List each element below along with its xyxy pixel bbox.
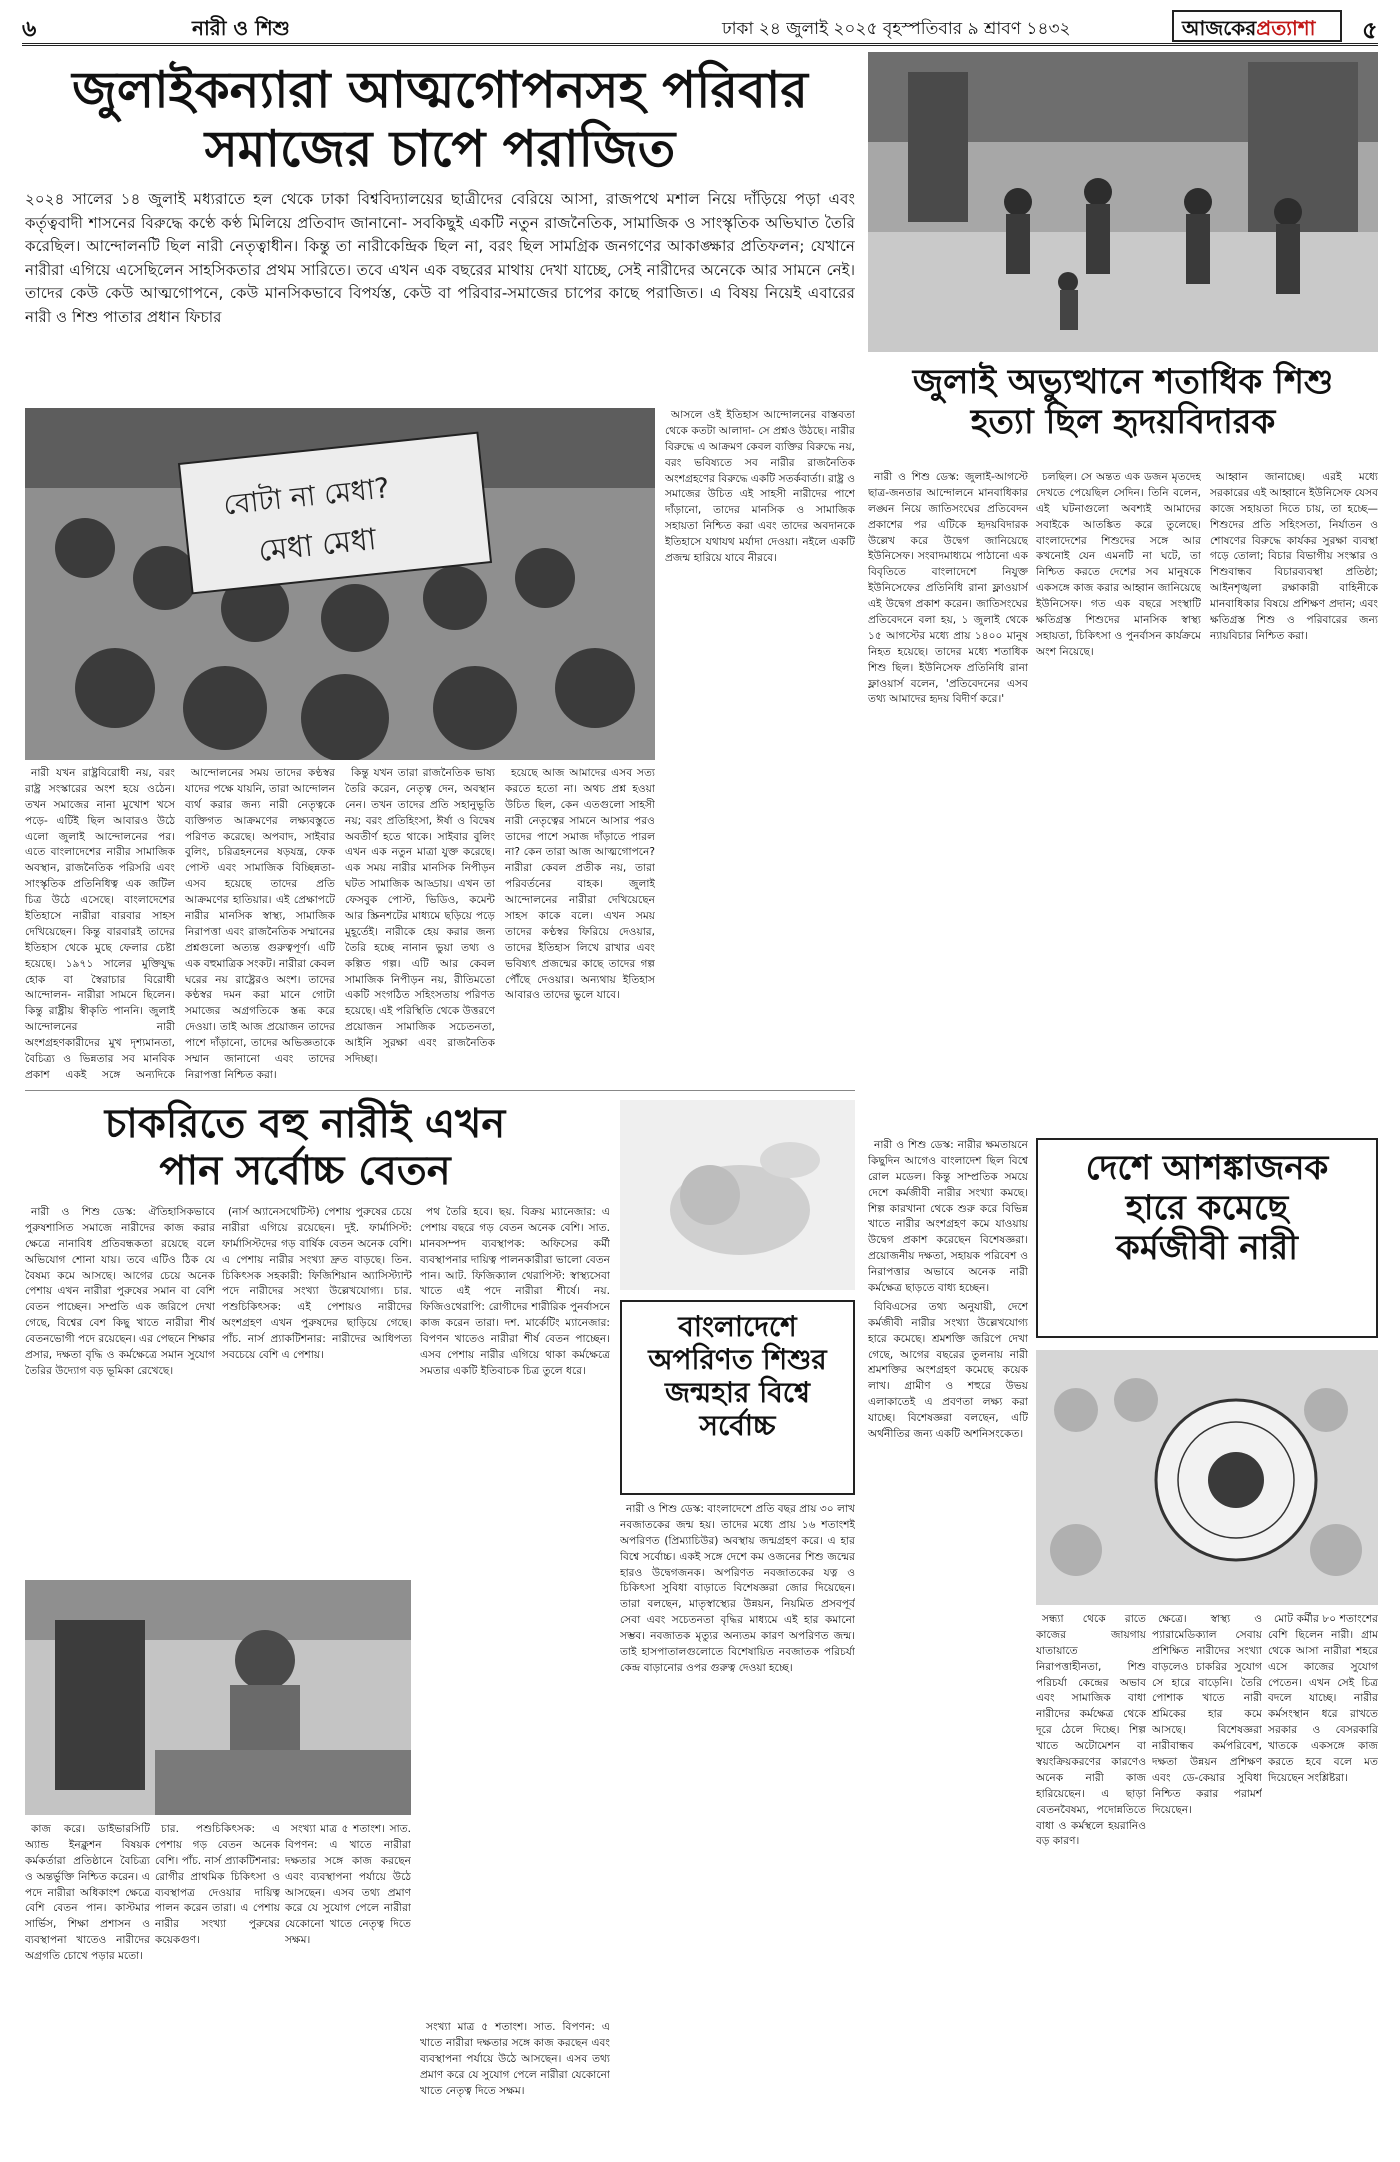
jobs-column-1 bbox=[25, 1205, 215, 1575]
main-story-column-5 bbox=[665, 408, 855, 1084]
decline-cola-text: সন্ধ্যা থেকে রাতে কাজের জায়গায় যাতায়াতে নিরাপত্তাহীনতা, শিশু পরিচর্যা কেন্দ্রের অভাব এবং সামাজিক বাধা নারীদের কর্মক্ষেত্র থেকে দূরে ঠেলে দিচ্ছে। শিল্প খাতে অটোমেশন বা স্বয়ংক্রিয়করণের কারণেও অনেক নারী কাজ হারিয়েছেন। এ ছাড়া বেতনবৈষম্য, পদোন্নতিতে বাধা ও কর্মস্থলে হয়রানিও বড় কারণ। bbox=[1036, 1613, 1146, 1848]
decline-column-b bbox=[1152, 1612, 1262, 2152]
birth-headline-line2: অপরিণত শিশুর bbox=[648, 1343, 827, 1377]
decline-colb-text: ক্ষেত্রে। স্বাস্থ্য ও প্যারামেডিক্যাল সেবায় প্রশিক্ষিত নারীদের সংখ্যা বাড়লেও চাকরির সুযোগ সে হারে বাড়েনি। তৈরি পোশাক খাতে নারী শ্রমিকের হার কমে আসছে। বিশেষজ্ঞরা নারীবান্ধব কর্মপরিবেশ, দক্ষতা উন্নয়ন প্রশিক্ষণ এবং ডে-কেয়ার সুবিধা নিশ্চিত করার পরামর্শ দিয়েছেন। bbox=[1152, 1613, 1262, 1816]
main-story-column-2 bbox=[185, 766, 335, 1084]
police-clash-photo bbox=[868, 52, 1378, 352]
decline-headline-line1: দেশে আশঙ্কাজনক bbox=[1085, 1148, 1329, 1188]
decline-column-c bbox=[1268, 1612, 1378, 2152]
page-number-left: ৬ bbox=[22, 17, 37, 42]
birth-headline-line3: জন্মহার বিশ্বে bbox=[664, 1376, 811, 1410]
july-children-headline bbox=[868, 356, 1378, 466]
brand-part-a: আজকের bbox=[1182, 16, 1257, 40]
jobs-headline-line1: চাকরিতে বহু নারীই এখন bbox=[104, 1100, 506, 1147]
street-scene-illustration bbox=[868, 52, 1378, 352]
july-children-column-3 bbox=[1210, 470, 1378, 1130]
decline-headline-line2: হারে কমেছে bbox=[1125, 1188, 1289, 1229]
main-story-col5-text: আসলে ওই ইতিহাস আন্দোলনের বাস্তবতা থেকে কতটা আলাদা- সে প্রশ্নও উঠছে। নারীর বিরুদ্ধে এ আক্রমণ কেবল ব্যক্তির বিরুদ্ধে নয়, বরং ভবিষ্যতে সব নারীর রাজনৈতিক অংশগ্রহণের বিরুদ্ধে একটি সতর্কবার্তা। রাষ্ট্র ও সমাজের উচিত এই সাহসী নারীদের পাশে দাঁড়ানো, তাদের মানসিক ও সামাজিক সহায়তা নিশ্চিত করা এবং তাদের অবদানকে ইতিহাসে যথাযথ মর্যাদা দেওয়া। নইলে একটি প্রজন্ম হারিয়ে যাবে নীরবে। bbox=[665, 409, 855, 565]
jobs-bottom-column-4 bbox=[420, 2020, 610, 2152]
decline-headline-line3: কর্মজীবী নারী bbox=[1116, 1228, 1298, 1269]
july-children-headline-line1: জুলাই অভ্যুত্থানে শতাধিক শিশু bbox=[912, 362, 1334, 402]
jobs-col2-text: (নার্স অ্যানেসথেটিস্ট) পেশায় পুরুষের চেয়ে নারীরা এগিয়ে রয়েছেন। দুই. ফার্মাসিস্ট: ফার্মাসিস্টদের গড় বার্ষিক বেতন অনেক বেশি। এ পেশায় নারীর সংখ্যা দ্রুত বাড়ছে। তিন. চিকিৎসক সহকারী: ফিজিশিয়ান অ্যাসিস্ট্যান্ট পদে নারীদের সংখ্যা উল্লেখযোগ্য। চার. পশুচিকিৎসক: এই পেশায়ও নারীদের অংশগ্রহণ এখন পুরুষদের ছাড়িয়ে গেছে। পাঁচ. নার্স প্র্যাকটিশনার: নারীদের আধিপত্য সবচেয়ে বেশি এ পেশায়। bbox=[222, 1206, 412, 1362]
main-story-column-3 bbox=[345, 766, 495, 1084]
main-headline-line2: সমাজের চাপে পরাজিত bbox=[204, 119, 676, 178]
jobs-headline-line2: পান সর্বোচ্চ বেতন bbox=[159, 1147, 451, 1195]
july-children-col3-text: আহ্বান জানাচ্ছে। এরই মধ্যে সরকারের এই আহ্বানে ইউনিসেফ যেসব কাজে সহায়তা দিতে চায়, তা হচ্ছে— শিশুদের প্রতি সহিংসতা, নির্যাতন ও শোষণের বিরুদ্ধে কার্যকর সুরক্ষা ব্যবস্থা গড়ে তোলা; বিচার বিভাগীয় সংস্কার ও শিশুবান্ধব বিচারব্যবস্থা প্রতিষ্ঠা; আইনশৃঙ্খলা রক্ষাকারী বাহিনীকে মানবাধিকার বিষয়ে প্রশিক্ষণ প্রদান; এবং ক্ষতিগ্রস্ত শিশু ও পরিবারের জন্য ন্যায়বিচার নিশ্চিত করা। bbox=[1210, 471, 1378, 642]
newborn-photo bbox=[620, 1100, 855, 1290]
jobs-bottom-column-2 bbox=[155, 1822, 280, 2152]
protest-crowd-illustration bbox=[25, 408, 655, 760]
jobs-col3-text: পথ তৈরি হবে। ছয়. বিক্রয় ম্যানেজার: এ পেশায় বছরে গড় বেতন অনেক বেশি। সাত. মানবসম্পদ ব্যবস্থাপক: অফিসের কর্মী ব্যবস্থাপনার দায়িত্ব পালনকারীরা ভালো বেতন পান। আট. ফিজিক্যাল থেরাপিস্ট: স্বাস্থ্যসেবা খাতে এই পদে নারীরা শীর্ষে। নয়. ফিজিওথেরাপি: রোগীদের শারীরিক পুনর্বাসনে কাজ করেন তারা। দশ. মার্কেটিং ম্যানেজার: বিপণন খাতেও নারীরা শীর্ষ বেতন পাচ্ছেন। এসব পেশায় নারীর এগিয়ে থাকা কর্মক্ষেত্রে সমতার একটি ইতিবাচক চিত্র তুলে ধরে। bbox=[420, 1206, 610, 1377]
section-title: নারী ও শিশু bbox=[192, 16, 290, 40]
july-children-headline-line2: হত্যা ছিল হৃদয়বিদারক bbox=[970, 402, 1276, 443]
main-story-col2-text: আন্দোলনের সময় তাদের কণ্ঠস্বর যাদের পক্ষে যায়নি, তারা আন্দোলন ব্যর্থ করার জন্য নারী নেতৃত্বকে ব্যক্তিগত আক্রমণের লক্ষ্যবস্তুতে পরিণত করেছে। অপবাদ, সাইবার বুলিং, চরিত্রহননের ষড়যন্ত্র, ফেক পোস্ট এবং সামাজিক বিচ্ছিন্নতা- এসব হয়েছে তাদের প্রতি আক্রমণের হাতিয়ার। এই প্রেক্ষাপটে নারীর মানসিক স্বাস্থ্য, সামাজিক নিরাপত্তা এবং রাজনৈতিক সম্মানের প্রশ্নগুলো অত্যন্ত গুরুত্বপূর্ণ। এটি এক বহুমাত্রিক সংকট। নারীরা কেবল ঘরের নয় রাষ্ট্রেরও অংশ। তাদের কণ্ঠস্বর দমন করা মানে গোটা সমাজের অগ্রগতিকে স্তব্ধ করে দেওয়া। তাই আজ প্রয়োজন তাদের পাশে দাঁড়ানো, তাদের অভিজ্ঞতাকে সম্মান জানানো এবং তাদের নিরাপত্তা নিশ্চিত করা। bbox=[185, 767, 335, 1081]
jobs-bottom2-text: চার. পশুচিকিৎসক: এ পেশায় গড় বেতন অনেক বেশি। পাঁচ. নার্স প্র্যাকটিশনার: রোগীর প্রাথমিক চিকিৎসা ও ব্যবস্থাপত্র দেওয়ার দায়িত্ব পালন করেন তারা। এ পেশায় নারীর সংখ্যা পুরুষের কয়েকগুণ। bbox=[155, 1823, 280, 1947]
page-header bbox=[22, 10, 1378, 46]
jobs-bottom3-text: সংখ্যা মাত্র ৫ শতাংশ। সাত. বিপণন: এ খাতে নারীরা দক্ষতার সঙ্গে কাজ করছেন এবং ব্যবস্থাপনা পর্যায়ে উঠে আসছেন। এসব তথ্য প্রমাণ করে যে সুযোগ পেলে নারীরা যেকোনো খাতে নেতৃত্ব দিতে সক্ষম। bbox=[285, 1823, 411, 1947]
jobs-bottom4-text: সংখ্যা মাত্র ৫ শতাংশ। সাত. বিপণন: এ খাতে নারীরা দক্ষতার সঙ্গে কাজ করছেন এবং ব্যবস্থাপনা পর্যায়ে উঠে আসছেন। এসব তথ্য প্রমাণ করে যে সুযোগ পেলে নারীরা যেকোনো খাতে নেতৃত্ব দিতে সক্ষম। bbox=[420, 2021, 610, 2097]
woman-at-desk-photo bbox=[25, 1580, 411, 1815]
placard-text-a: বোটা না মেধা? bbox=[221, 471, 392, 522]
jobs-column-2 bbox=[222, 1205, 412, 1575]
masthead-logo bbox=[1172, 10, 1342, 42]
main-headline bbox=[25, 60, 855, 178]
jobs-column-3 bbox=[420, 1205, 610, 2015]
divider-mid bbox=[25, 1090, 855, 1091]
birth-headline-line1: বাংলাদেশে bbox=[678, 1310, 797, 1343]
july-children-column-2 bbox=[1036, 470, 1201, 1130]
placard-text-b: মেধা মেধা bbox=[256, 521, 379, 570]
women-protest-photo bbox=[25, 408, 655, 760]
workers-bbs-seal-photo bbox=[1036, 1350, 1378, 1605]
bbs-seal-illustration bbox=[1036, 1350, 1378, 1605]
main-story-col1-text: নারী যখন রাষ্ট্রবিরোধী নয়, বরং রাষ্ট্র সংস্কারের অংশ হয়ে ওঠেন। তখন সমাজের নানা মুখোশ খসে পড়ে- এটিই ছিল আবারও উঠে এলো জুলাই আন্দোলনের পর। এতে বাংলাদেশের নারীর সামাজিক অবস্থান, রাজনৈতিক পরিসরি এবং সাংস্কৃতিক প্রতিনিধিত্ব এক জটিল চিত্র উঠে এসেছে। বাংলাদেশের ইতিহাসে নারীরা বারবার সাহস দেখিয়েছেন। কিন্তু বারবারই তাদের ইতিহাস থেকে মুছে ফেলার চেষ্টা হয়েছে। ১৯৭১ সালের মুক্তিযুদ্ধ হোক বা স্বৈরাচার বিরোধী আন্দোলন- নারীরা সামনে ছিলেন। কিন্তু রাষ্ট্রীয় স্বীকৃতি পাননি। জুলাই আন্দোলনের নারী অংশগ্রহণকারীদের মুখ দৃশ্যমানতা, বৈচিত্র্য ও ভিন্নতার সব মানবিক প্রকাশ একই সঙ্গে অন্যদিকে bbox=[25, 767, 175, 1081]
birth-headline-line4: সর্বোচ্চ bbox=[699, 1409, 776, 1443]
july-children-col2-text: চলছিল। সে অন্তত এক ডজন মৃতদেহ দেখতে পেয়েছিল সেদিন। তিনি বলেন, এই ঘটনাগুলো অবশ্যই আমাদের সবাইকে আতঙ্কিত করে তুলেছে। বাংলাদেশের শিশুদের সঙ্গে আর কখনোই যেন এমনটি না ঘটে, তা নিশ্চিত করতে দেশের সব মানুষকে একসঙ্গে কাজ করার আহ্বান জানিয়েছে ইউনিসেফ। গত এক বছরে সংস্থাটি ক্ষতিগ্রস্ত শিশুদের মানসিক স্বাস্থ্য সহায়তা, চিকিৎসা ও পুনর্বাসন কার্যক্রমে অংশ নিয়েছে। bbox=[1036, 471, 1201, 658]
july-children-column-1 bbox=[868, 470, 1028, 1130]
main-story-column-1 bbox=[25, 766, 175, 1084]
jobs-bottom1-text: কাজ করে। ডাইভারসিটি অ্যান্ড ইনক্লুশন বিষয়ক কর্মকর্তারা প্রতিষ্ঠানে বৈচিত্র্য ও অন্তর্ভুক্তি নিশ্চিত করেন। এ পদে নারীরা অধিকাংশ ক্ষেত্রে বেশি বেতন পান। কাস্টমার সার্ভিস, শিক্ষা প্রশাসন ও ব্যবস্থাপনা খাতেও নারীদের অগ্রগতি চোখে পড়ার মতো। bbox=[25, 1823, 150, 1963]
main-lead: ২০২৪ সালের ১৪ জুলাই মধ্যরাতে হল থেকে ঢাকা বিশ্ববিদ্যালয়ের ছাত্রীদের বেরিয়ে আসা, রাজপথে মশাল নিয়ে দাঁড়িয়ে পড়া এবং কর্তৃত্ববাদী শাসনের বিরুদ্ধে কণ্ঠে কণ্ঠ মিলিয়ে প্রতিবাদ জানানো- সবকিছুই একটি নতুন রাজনৈতিক, সামাজিক ও সাংস্কৃতিক অভিঘাত তৈরি করেছিল। আন্দোলনটি ছিল নারী নেতৃত্বাধীন। কিন্তু তা নারীকেন্দ্রিক ছিল না, বরং ছিল সামগ্রিক জনগণের আকাঙ্ক্ষার প্রতিফলন; যেখানে নারীরা এগিয়ে এসেছিলেন সাহসিকতার প্রথম সারিতে। তবে এখন এক বছরের মাথায় দেখা যাচ্ছে, সেই নারীদের অনেকে আর সামনে নেই। তাদের কেউ কেউ আত্মগোপনে, কেউ মানসিকভাবে বিপর্যস্ত, কেউ বা পরিবার-সমাজের চাপের কাছে পরাজিত। এ বিষয় নিয়েই এবারের নারী ও শিশু পাতার প্রধান ফিচার bbox=[25, 190, 855, 326]
page-number-right: ৫ bbox=[1362, 16, 1378, 44]
decline-column-a bbox=[1036, 1612, 1146, 2152]
workforce-column-1 bbox=[868, 1138, 1028, 2152]
newborn-illustration bbox=[620, 1100, 855, 1290]
main-story-col3-text: কিন্তু যখন তারা রাজনৈতিক ভাষ্য তৈরি করেন, নেতৃত্ব দেন, অবস্থান নেন। তখন তাদের প্রতি সহানুভূতি নয়; বরং প্রতিহিংসা, ঈর্ষা ও বিদ্বেষ অবতীর্ণ হতে থাকে। সাইবার বুলিং এখন এক নতুন মাত্রা যুক্ত করেছে। এক সময় নারীর মানসিক নিপীড়ন ঘটত সামাজিক আড্ডায়। এখন তা ফেসবুক পোস্ট, ভিডিও, কমেন্ট আর স্ক্রিনশটের মাধ্যমে ছড়িয়ে পড়ে মুহূর্তেই। নারীকে হেয় করার জন্য তৈরি হচ্ছে নানান ভুয়া তথ্য ও কল্পিত গল্প। এটি আর কেবল সামাজিক নিপীড়ন নয়, রীতিমতো একটি সংগঠিত সহিংসতায় পরিণত হয়েছে। এই পরিস্থিতি থেকে উত্তরণে প্রয়োজন সামাজিক সচেতনতা, আইনি সুরক্ষা এবং রাজনৈতিক সদিচ্ছা। bbox=[345, 767, 495, 1066]
office-illustration bbox=[25, 1580, 411, 1815]
birth-headline bbox=[620, 1300, 855, 1495]
brand-part-b: প্রত্যাশা bbox=[1256, 16, 1316, 40]
main-headline-line1: জুলাইকন্যারা আত্মগোপনসহ পরিবার bbox=[72, 60, 808, 119]
birth-body-text: নারী ও শিশু ডেস্ক: বাংলাদেশে প্রতি বছর প্রায় ৩০ লাখ নবজাতকের জন্ম হয়। তাদের মধ্যে প্রায় ১৬ শতাংশই অপরিণত (প্রিম্যাচিউর) অবস্থায় জন্মগ্রহণ করে। এ হার বিশ্বে সর্বোচ্চ। একই সঙ্গে দেশে কম ওজনের শিশু জন্মের হারও উদ্বেগজনক। অপরিণত নবজাতকের যত্ন ও চিকিৎসা সুবিধা বাড়াতে বিশেষজ্ঞরা জোর দিয়েছেন। তারা বলছেন, মাতৃস্বাস্থ্যের উন্নয়ন, নিয়মিত প্রসবপূর্ব সেবা এবং সচেতনতা বৃদ্ধির মাধ্যমে এই হার কমানো সম্ভব। নবজাতক মৃত্যুর অন্যতম কারণ অপরিণত জন্ম। তাই হাসপাতালগুলোতে বিশেষায়িত নবজাতক পরিচর্যা কেন্দ্র বাড়ানোর ওপর গুরুত্ব দেওয়া হচ্ছে। bbox=[620, 1503, 855, 1674]
jobs-headline bbox=[25, 1100, 585, 1194]
dateline: ঢাকা ২৪ জুলাই ২০২৫ বৃহস্পতিবার ৯ শ্রাবণ ১৪৩২ bbox=[722, 19, 1071, 39]
decline-headline bbox=[1036, 1138, 1378, 1338]
july-children-col1-text: নারী ও শিশু ডেস্ক: জুলাই-আগস্টে ছাত্র-জনতার আন্দোলনে মানবাধিকার লঙ্ঘন নিয়ে জাতিসংঘের প্রতিবেদন প্রকাশের পর এটিকে হৃদয়বিদারক উল্লেখ করে উদ্বেগ জানিয়েছে ইউনিসেফ। সংবাদমাধ্যমে পাঠানো এক বিবৃতিতে বাংলাদেশে নিযুক্ত ইউনিসেফের প্রতিনিধি রানা ফ্লাওয়ার্স এই উদ্বেগ প্রকাশ করেন। জাতিসংঘের প্রতিবেদনে বলা হয়, ১ জুলাই থেকে ১৫ আগস্টের মধ্যে প্রায় ১৪০০ মানুষ নিহত হয়েছে। তাদের মধ্যে শতাধিক শিশু ছিল। ইউনিসেফ প্রতিনিধি রানা ফ্লাওয়ার্স বলেন, 'প্রতিবেদনের এসব তথ্য আমাদের হৃদয় বিদীর্ণ করে।' bbox=[868, 471, 1028, 706]
jobs-bottom-column-1 bbox=[25, 1822, 150, 2152]
main-story-column-4 bbox=[505, 766, 655, 1084]
main-story-col4-text: হয়েছে আজ আমাদের এসব সত্য করতে হতো না। অথচ প্রশ্ন হওয়া উচিত ছিল, কেন এতগুলো সাহসী নারী নেতৃত্বের সামনে আসার পরও তাদের পাশে সমাজ দাঁড়াতে পারল না? কেন তারা আজ আত্মগোপনে? নারীরা কেবল প্রতীক নয়, তারা পরিবর্তনের বাহক। জুলাই আন্দোলনের নারীরা দেখিয়েছেন সাহস কাকে বলে। এখন সময় তাদের কণ্ঠস্বর ফিরিয়ে দেওয়ার, তাদের ইতিহাস লিখে রাখার এবং ভবিষ্যৎ প্রজন্মের কাছে তাদের গল্প পৌঁছে দেওয়ার। অন্যথায় ইতিহাস আবারও তাদের ভুলে যাবে। bbox=[505, 767, 655, 1002]
workforce-col1b-text: বিবিএসের তথ্য অনুযায়ী, দেশে কর্মজীবী নারীর সংখ্যা উল্লেখযোগ্য হারে কমেছে। শ্রমশক্তি জরিপে দেখা গেছে, আগের বছরের তুলনায় নারী শ্রমশক্তির অংশগ্রহণ কমেছে কয়েক লাখ। গ্রামীণ ও শহুরে উভয় এলাকাতেই এ প্রবণতা লক্ষ্য করা যাচ্ছে। বিশেষজ্ঞরা বলছেন, এটি অর্থনীতির জন্য একটি অশনিসংকেত। bbox=[868, 1300, 1028, 1441]
decline-colc-text: মোট কর্মীর ৮০ শতাংশের বেশি ছিলেন নারী। গ্রাম থেকে আসা নারীরা শহরে এসে কাজের সুযোগ পেতেন। এখন সেই চিত্র বদলে যাচ্ছে। নারীর কর্মসংস্থান ধরে রাখতে সরকার ও বেসরকারি খাতকে একসঙ্গে কাজ করতে হবে বলে মত দিয়েছেন সংশ্লিষ্টরা। bbox=[1268, 1613, 1378, 1784]
workforce-col1-text: নারী ও শিশু ডেস্ক: নারীর ক্ষমতায়নে কিছুদিন আগেও বাংলাদেশ ছিল বিশ্বে রোল মডেল। কিন্তু সাম্প্রতিক সময়ে দেশে কর্মজীবী নারীর সংখ্যা কমছে। শিল্প কারখানা থেকে শুরু করে বিভিন্ন খাতে নারীর অংশগ্রহণ কমে যাওয়ায় উদ্বেগ প্রকাশ করেছেন বিশেষজ্ঞরা। প্রয়োজনীয় দক্ষতা, সহায়ক পরিবেশ ও নিরাপত্তার অভাবে অনেক নারী কর্মক্ষেত্র ছাড়তে বাধ্য হচ্ছেন। bbox=[868, 1139, 1028, 1295]
jobs-bottom-column-3 bbox=[285, 1822, 411, 2152]
jobs-col1-text: নারী ও শিশু ডেস্ক: ঐতিহাসিকভাবে পুরুষশাসিত সমাজে নারীদের কাজ করার ক্ষেত্রে নানাবিধ প্রতিবন্ধকতা রয়েছে বলে অভিযোগ শোনা যায়। তবে এটিও ঠিক যে বৈষম্য কমে আসছে। আগের চেয়ে অনেক পেশায় এখন নারীরা পুরুষের সমান বা বেশি বেতন পাচ্ছেন। সম্প্রতি এক জরিপে দেখা গেছে, বিশ্বের বেশ কিছু খাতে নারীরা শীর্ষ বেতনভোগী পদে রয়েছেন। এর পেছনে শিক্ষার প্রসার, দক্ষতা বৃদ্ধি ও কর্মক্ষেত্রে সমান সুযোগ তৈরির উদ্যোগ বড় ভূমিকা রেখেছে। bbox=[25, 1206, 215, 1377]
birth-body bbox=[620, 1502, 855, 2152]
